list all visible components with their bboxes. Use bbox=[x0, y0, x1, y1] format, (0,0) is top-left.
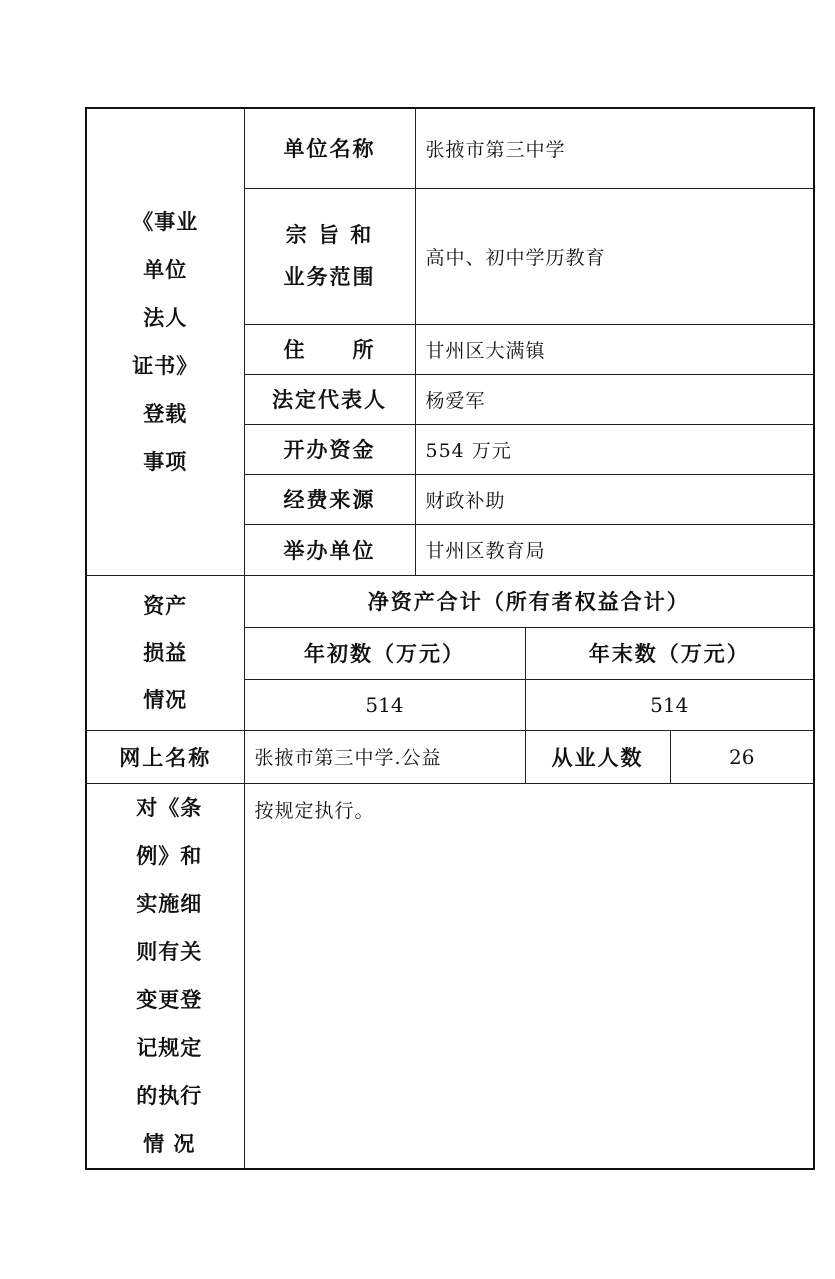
end-year-header: 年末数（万元） bbox=[525, 627, 814, 679]
registration-label-line: 事项 bbox=[143, 448, 188, 474]
registration-label-line: 证书》 bbox=[132, 352, 199, 378]
compliance-label-line: 情 况 bbox=[143, 1130, 196, 1156]
address-label: 住 所 bbox=[244, 324, 415, 374]
compliance-value: 按规定执行。 bbox=[244, 783, 814, 1169]
purpose-label bbox=[244, 188, 415, 324]
legal-representative-value: 杨爱军 bbox=[415, 374, 814, 424]
annual-report-form bbox=[85, 107, 815, 1170]
registration-label-line: 《事业 bbox=[132, 208, 199, 234]
assets-section-label bbox=[86, 575, 244, 730]
sponsor-label: 举办单位 bbox=[244, 524, 415, 575]
compliance-label-line: 变更登 bbox=[136, 986, 203, 1012]
registration-label-line: 登载 bbox=[143, 400, 188, 426]
assets-label-line: 损益 bbox=[143, 640, 188, 665]
funding-source-label: 经费来源 bbox=[244, 474, 415, 524]
begin-year-value: 514 bbox=[244, 679, 525, 730]
online-name-value: 张掖市第三中学.公益 bbox=[244, 730, 525, 783]
unit-name-label: 单位名称 bbox=[244, 108, 415, 188]
purpose-value: 高中、初中学历教育 bbox=[415, 188, 814, 324]
compliance-label-line: 则有关 bbox=[136, 938, 203, 964]
assets-label-line: 资产 bbox=[143, 593, 188, 618]
compliance-section-label bbox=[86, 783, 244, 1169]
registration-label-line: 单位 bbox=[143, 256, 188, 282]
registration-label-line: 法人 bbox=[143, 304, 188, 330]
staff-count-value: 26 bbox=[670, 730, 814, 783]
legal-representative-label: 法定代表人 bbox=[244, 374, 415, 424]
net-assets-header: 净资产合计（所有者权益合计） bbox=[244, 575, 814, 627]
compliance-label-line: 记规定 bbox=[136, 1034, 203, 1060]
registration-section-label bbox=[86, 108, 244, 575]
end-year-value: 514 bbox=[525, 679, 814, 730]
staff-count-label: 从业人数 bbox=[525, 730, 670, 783]
compliance-label-line: 的执行 bbox=[136, 1082, 203, 1108]
online-name-label: 网上名称 bbox=[86, 730, 244, 783]
sponsor-value: 甘州区教育局 bbox=[415, 524, 814, 575]
compliance-label-line: 对《条 bbox=[136, 794, 203, 820]
address-value: 甘州区大满镇 bbox=[415, 324, 814, 374]
compliance-label-line: 实施细 bbox=[136, 890, 203, 916]
funding-source-value: 财政补助 bbox=[415, 474, 814, 524]
purpose-label-line: 宗 旨 和 bbox=[285, 222, 374, 247]
compliance-label-line: 例》和 bbox=[136, 842, 203, 868]
begin-year-header: 年初数（万元） bbox=[244, 627, 525, 679]
purpose-label-line: 业务范围 bbox=[283, 264, 376, 289]
assets-label-line: 情况 bbox=[143, 687, 188, 712]
unit-name-value: 张掖市第三中学 bbox=[415, 108, 814, 188]
capital-value: 554 万元 bbox=[415, 424, 814, 474]
capital-label: 开办资金 bbox=[244, 424, 415, 474]
